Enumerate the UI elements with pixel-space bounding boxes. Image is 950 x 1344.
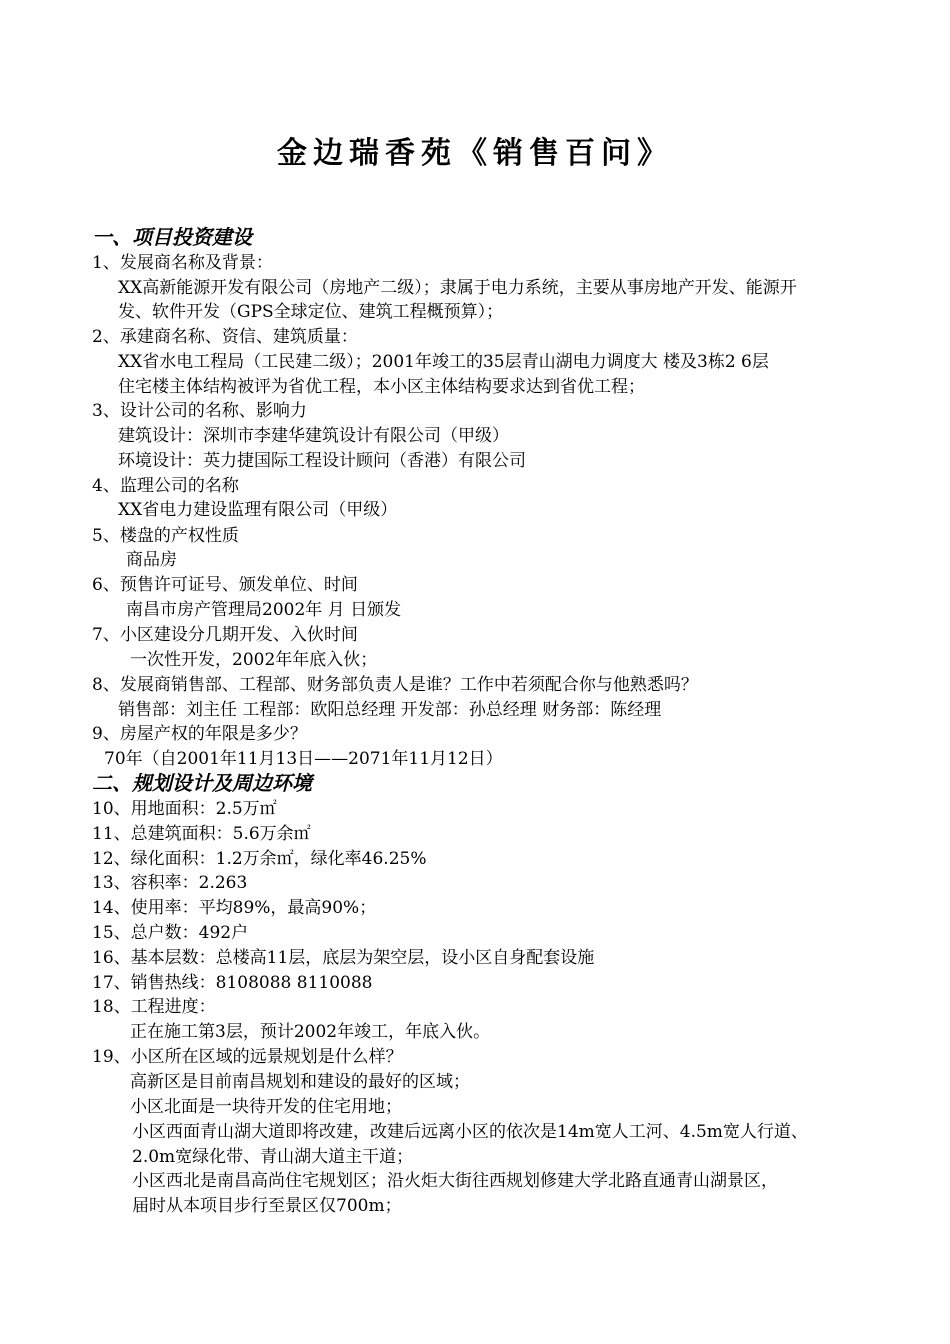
answer-19-line-6: 届时从本项目步行至景区仅700m； (132, 1196, 402, 1216)
answer-1-line-1: XX高新能源开发有限公司（房地产二级）；隶属于电力系统，主要从事房地产开发、能源开 (118, 278, 797, 298)
question-5: 5、楼盘的产权性质 (92, 526, 239, 546)
page-title: 金边瑞香苑《销售百问》 (277, 136, 673, 171)
question-3: 3、设计公司的名称、影响力 (92, 401, 307, 421)
item-14: 14、使用率：平均89%，最高90%； (92, 898, 377, 918)
item-13: 13、容积率：2.263 (92, 873, 248, 893)
question-19: 19、小区所在区域的远景规划是什么样？ (92, 1047, 403, 1067)
answer-3-line-1: 建筑设计：深圳市李建华建筑设计有限公司（甲级） (118, 426, 509, 446)
question-6: 6、预售许可证号、颁发单位、时间 (92, 575, 358, 595)
answer-2-line-2: 住宅楼主体结构被评为省优工程，本小区主体结构要求达到省优工程； (118, 377, 645, 397)
answer-19-line-1: 高新区是目前南昌规划和建设的最好的区域； (130, 1072, 470, 1092)
question-8: 8、发展商销售部、工程部、财务部负责人是谁？工作中若须配合你与他熟悉吗？ (92, 675, 698, 695)
section-heading-investment: 一、项目投资建设 (92, 225, 252, 249)
item-11: 11、总建筑面积：5.6万余㎡ (92, 824, 311, 844)
answer-9: 70年（自2001年11月13日——2071年11月12日） (104, 749, 503, 769)
answer-3-line-2: 环境设计：英力捷国际工程设计顾问（香港）有限公司 (118, 451, 526, 471)
question-2: 2、承建商名称、资信、建筑质量： (92, 327, 358, 347)
answer-2-line-1: XX省水电工程局（工民建二级）；2001年竣工的35层青山湖电力调度大 楼及3栋2 6层 (118, 352, 769, 372)
answer-1-line-2: 发、软件开发（GPS全球定位、建筑工程概预算）； (118, 302, 504, 322)
answer-19-line-2: 小区北面是一块待开发的住宅用地； (130, 1097, 402, 1117)
item-16: 16、基本层数：总楼高11层，底层为架空层，设小区自身配套设施 (92, 948, 595, 968)
question-7: 7、小区建设分几期开发、入伙时间 (92, 625, 358, 645)
answer-6: 南昌市房产管理局2002年 月 日颁发 (126, 600, 402, 620)
item-12: 12、绿化面积：1.2万余㎡，绿化率46.25% (92, 849, 427, 869)
item-10: 10、用地面积：2.5万㎡ (92, 799, 277, 819)
answer-7: 一次性开发，2002年年底入伙； (130, 650, 378, 670)
answer-4: XX省电力建设监理有限公司（甲级） (118, 500, 398, 520)
question-1: 1、发展商名称及背景： (92, 253, 273, 273)
section-heading-planning: 二、规划设计及周边环境 (92, 771, 312, 795)
item-17: 17、销售热线：8108088 8110088 (92, 973, 373, 993)
answer-19-line-4: 2.0m宽绿化带、青山湖大道主干道； (132, 1147, 414, 1167)
answer-19-line-5: 小区西北是南昌高尚住宅规划区；沿火炬大街往西规划修建大学北路直通青山湖景区， (132, 1171, 778, 1191)
answer-8: 销售部：刘主任 工程部：欧阳总经理 开发部：孙总经理 财务部：陈经理 (118, 700, 662, 720)
question-4: 4、监理公司的名称 (92, 476, 239, 496)
answer-19-line-3: 小区西面青山湖大道即将改建，改建后远离小区的依次是14m宽人工河、4.5m宽人行道、 (132, 1122, 808, 1142)
answer-5: 商品房 (126, 550, 177, 570)
question-9: 9、房屋产权的年限是多少？ (92, 724, 307, 744)
question-18: 18、工程进度： (92, 997, 216, 1017)
item-15: 15、总户数：492户 (92, 923, 249, 943)
answer-18: 正在施工第3层，预计2002年竣工，年底入伙。 (130, 1022, 491, 1042)
